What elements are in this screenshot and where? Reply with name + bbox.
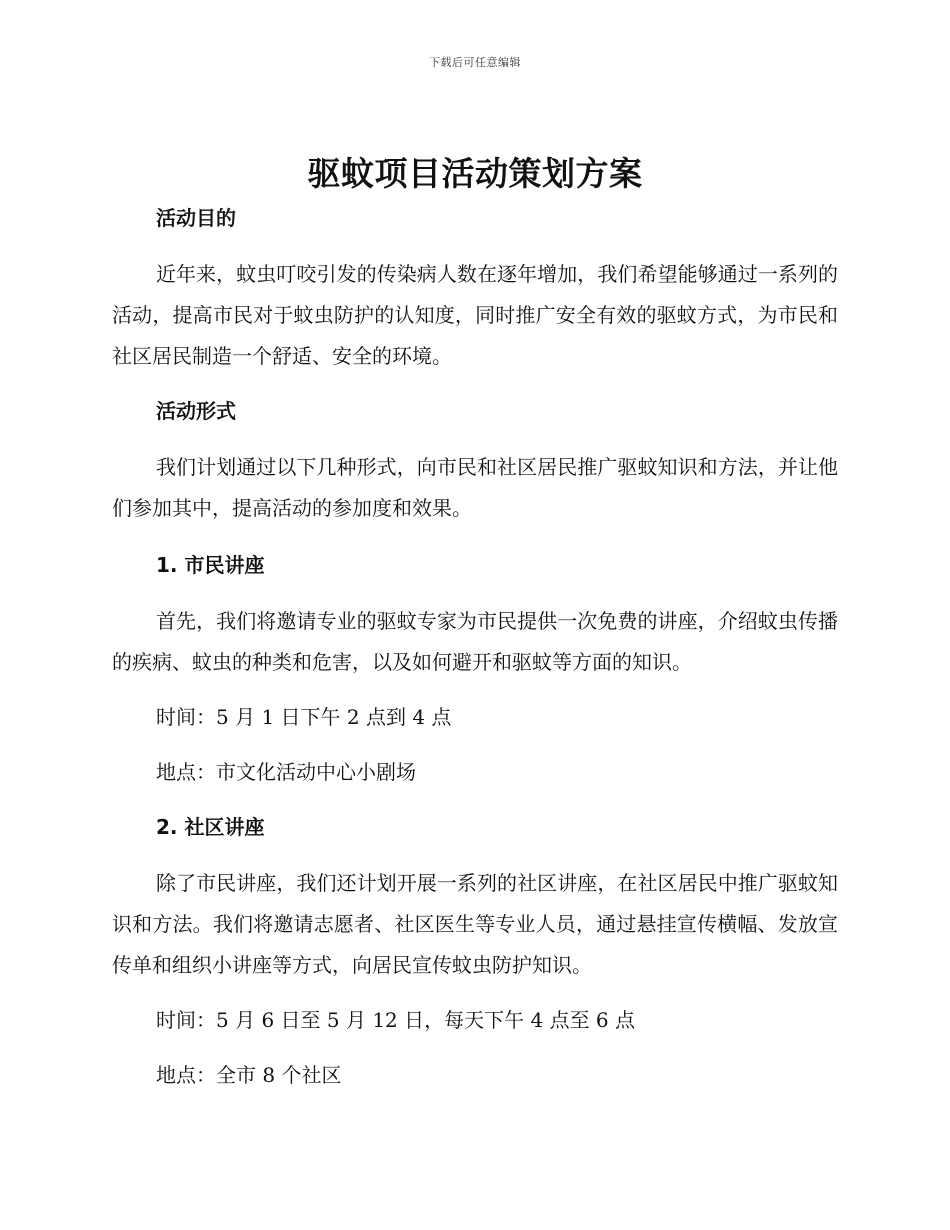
heading-community-lecture: 2. 社区讲座 [156, 815, 265, 839]
citizen-lecture-time: 时间：5 月 1 日下午 2 点到 4 点 [156, 705, 452, 729]
document-body [112, 200, 838, 1093]
document-title: 驱蚊项目活动策划方案 [307, 154, 643, 193]
paragraph-citizen-lecture: 首先，我们将邀请专业的驱蚊专家为市民提供一次免费的讲座，介绍蚊虫传播的疾病、蚊虫的种类和危害，以及如何避开和驱蚊等方面的知识。 [112, 609, 838, 674]
page-header-note: 下载后可任意编辑 [429, 56, 521, 69]
citizen-lecture-place: 地点：市文化活动中心小剧场 [156, 760, 416, 784]
paragraph-community-lecture: 除了市民讲座，我们还计划开展一系列的社区讲座，在社区居民中推广驱蚊知识和方法。我们将邀请志愿者、社区医生等专业人员，通过悬挂宣传横幅、发放宣传单和组织小讲座等方式，向居民宣传蚊虫防护知识。 [112, 871, 838, 977]
paragraph-activity-purpose: 近年来，蚊虫叮咬引发的传染病人数在逐年增加，我们希望能够通过一系列的活动，提高市民对于蚊虫防护的认知度，同时推广安全有效的驱蚊方式，为市民和社区居民制造一个舒适、安全的环境。 [112, 262, 838, 368]
community-lecture-place: 地点：全市 8 个社区 [156, 1063, 342, 1087]
heading-citizen-lecture: 1. 市民讲座 [156, 553, 265, 577]
heading-activity-purpose: 活动目的 [156, 206, 236, 230]
paragraph-activity-form: 我们计划通过以下几种形式，向市民和社区居民推广驱蚊知识和方法，并让他们参加其中，提高活动的参加度和效果。 [112, 455, 838, 520]
heading-activity-form: 活动形式 [156, 399, 236, 423]
community-lecture-time: 时间：5 月 6 日至 5 月 12 日，每天下午 4 点至 6 点 [156, 1008, 636, 1032]
